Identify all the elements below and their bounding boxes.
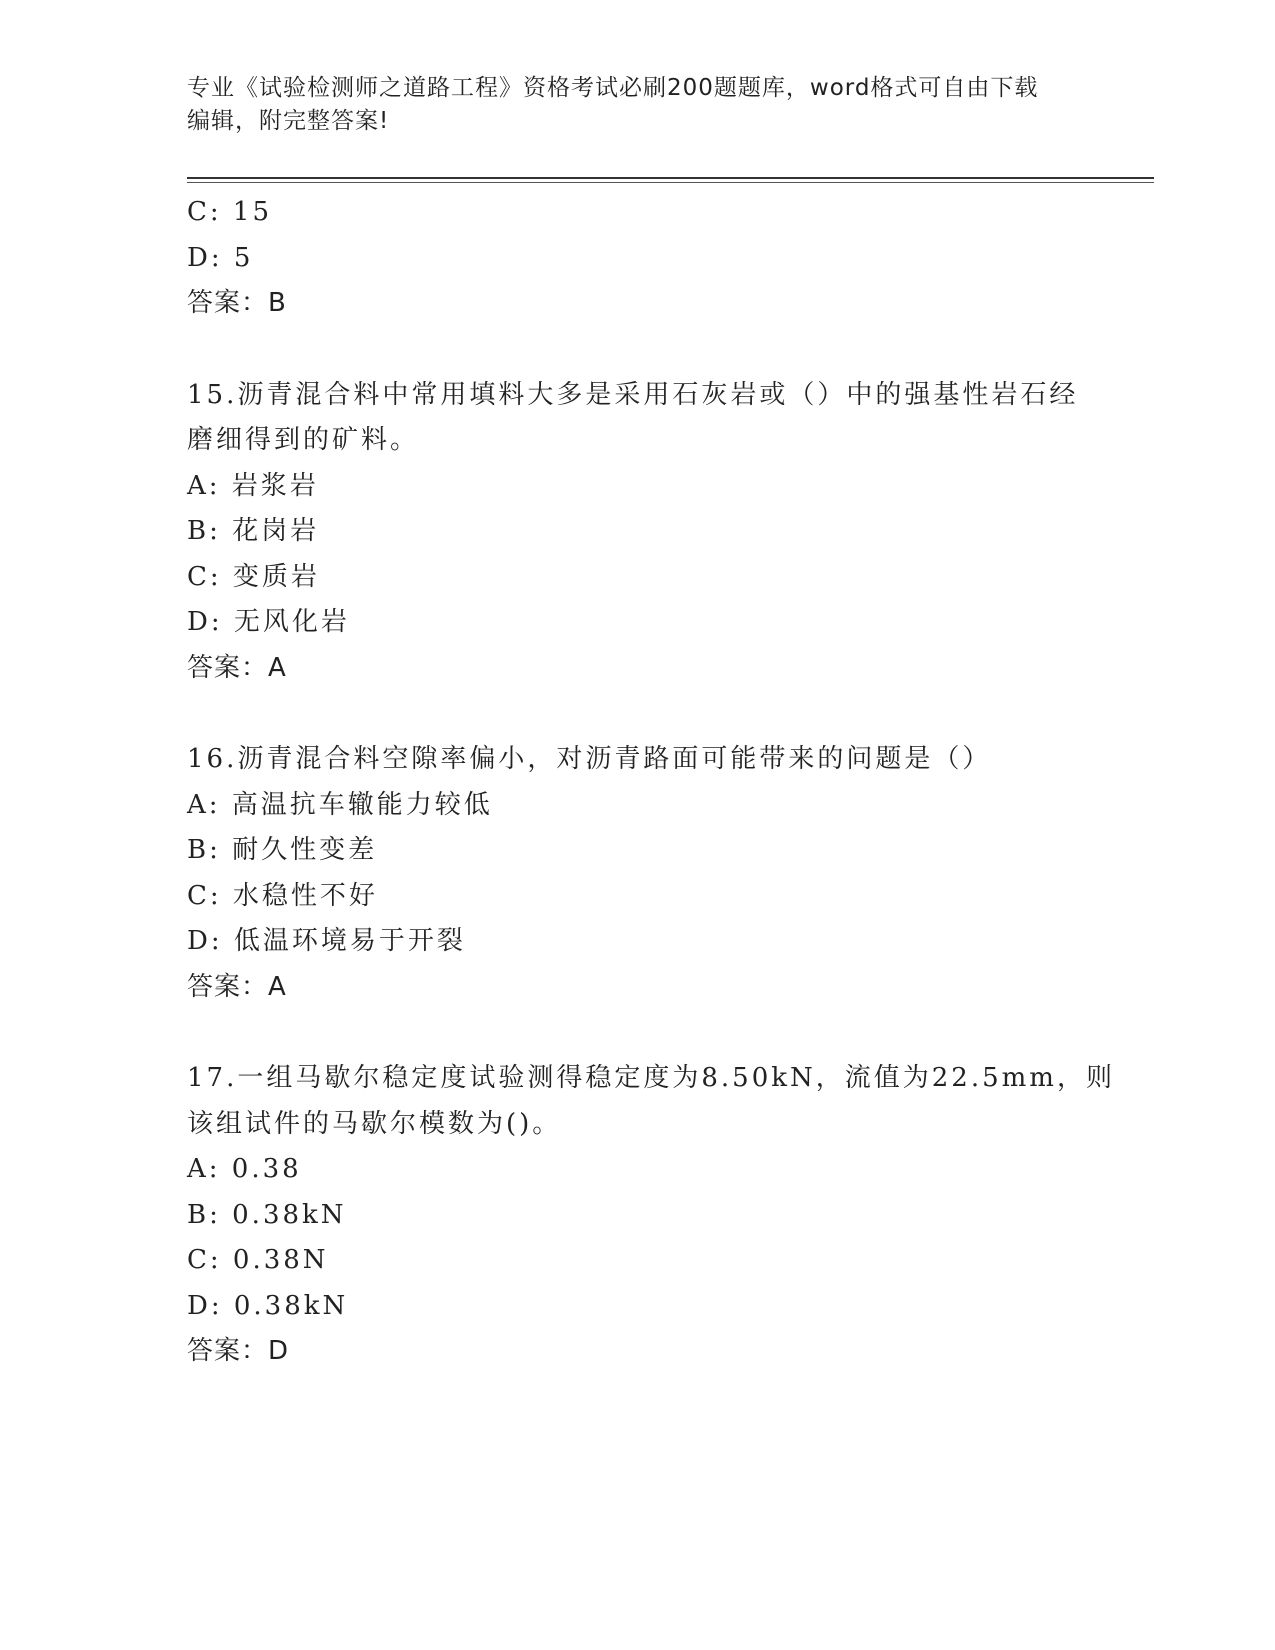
question-17 <box>187 1056 1115 1375</box>
answer-line: 答案：A <box>187 971 287 1002</box>
option-b: B: 花岗岩 <box>187 516 320 546</box>
option-d: D: 0.38kN <box>187 1290 349 1321</box>
spacer <box>187 691 1087 737</box>
option-d: D: 低温环境易于开裂 <box>187 926 466 956</box>
question-16 <box>187 737 1087 1010</box>
question-stem-line-1: 16.沥青混合料空隙率偏小，对沥青路面可能带来的问题是（） <box>187 744 992 774</box>
question-stem-line-2: 磨细得到的矿料。 <box>187 425 420 455</box>
page-header <box>187 72 1087 138</box>
option-a: A: 0.38 <box>187 1154 302 1184</box>
header-divider-thick <box>187 177 1154 179</box>
option-d: D: 无风化岩 <box>187 607 350 637</box>
option-c: C: 变质岩 <box>187 561 320 592</box>
option-a: A: 高温抗车辙能力较低 <box>187 789 493 820</box>
header-divider-thin <box>187 182 1154 183</box>
spacer <box>187 327 1087 373</box>
question-15 <box>187 373 1087 692</box>
question-stem-line-2: 该组试件的马歇尔模数为()。 <box>187 1108 562 1139</box>
answer-line: 答案：D <box>187 1336 290 1366</box>
question-stem-line-1: 17.一组马歇尔稳定度试验测得稳定度为8.50kN，流值为22.5mm，则 <box>187 1063 1115 1093</box>
spacer <box>187 1010 1087 1056</box>
header-line-1: 专业《试验检测师之道路工程》资格考试必刷200题题库，word格式可自由下载 <box>187 75 1039 101</box>
question-list <box>187 190 1115 1375</box>
option-a: A: 岩浆岩 <box>187 470 319 501</box>
header-line-2: 编辑，附完整答案! <box>187 108 390 134</box>
option-b: B: 0.38kN <box>187 1199 347 1230</box>
question-stem-line-1: 15.沥青混合料中常用填料大多是采用石灰岩或（）中的强基性岩石经 <box>187 379 1079 410</box>
answer-line: 答案：A <box>187 652 287 683</box>
option-c: C: 0.38N <box>187 1245 329 1275</box>
question-14-tail <box>187 190 1087 327</box>
option-d: D: 5 <box>187 242 254 273</box>
option-c: C: 15 <box>187 197 273 227</box>
option-b: B: 耐久性变差 <box>187 835 378 865</box>
option-c: C: 水稳性不好 <box>187 880 378 911</box>
answer-line: 答案：B <box>187 288 287 318</box>
